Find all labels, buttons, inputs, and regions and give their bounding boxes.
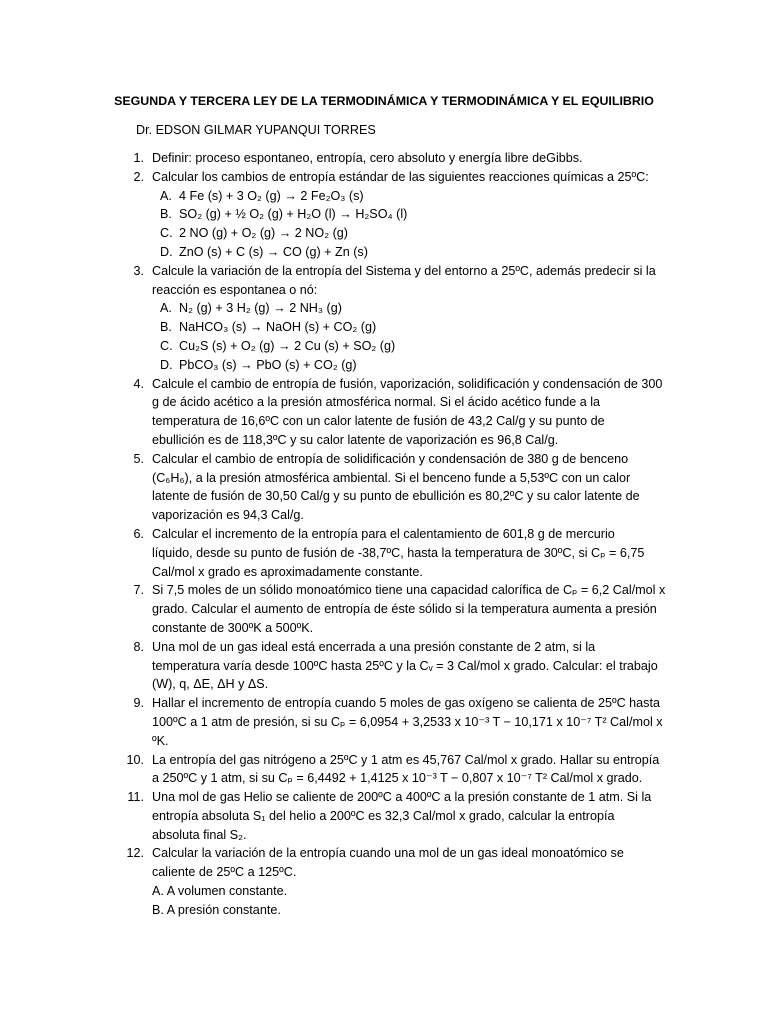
sub-question-letter: A.: [160, 301, 172, 316]
question-list: [116, 149, 676, 920]
question-text-line: Calcular la variación de la entropía cuando una mol de un gas ideal monoatómico se: [152, 846, 624, 861]
question-text-line: Si 7,5 moles de un sólido monoatómico tiene una capacidad calorífica de Cₚ = 6,2 Cal/mol x: [152, 583, 666, 598]
question-text-line: líquido, desde su punto de fusión de -38,7ºC, hasta la temperatura de 30ºC, si Cₚ = 6,75: [152, 545, 645, 560]
question-text-line: temperatura varía desde 100ºC hasta 25ºC y la Cᵥ = 3 Cal/mol x grado. Calcular: el trabajo: [152, 658, 658, 673]
question-text-line: Calcular el incremento de la entropía para el calentamiento de 601,8 g de mercurio: [152, 526, 615, 541]
question-item: [116, 788, 676, 844]
question-text-line: B. A presión constante.: [152, 902, 281, 917]
question-text-line: caliente de 25ºC a 125ºC.: [152, 865, 297, 880]
question-item: [116, 450, 676, 525]
sub-question-text: PbCO₃ (s) → PbO (s) + CO₂ (g): [179, 357, 357, 372]
question-number: 3.: [133, 263, 144, 278]
question-text-line: g de ácido acético a la presión atmosférica normal. Si el ácido acético funde a la: [152, 395, 601, 410]
question-text-line: Definir: proceso espontaneo, entropía, cero absoluto y energía libre deGibbs.: [152, 151, 583, 165]
question-text-line: reacción es espontanea o nó:: [152, 282, 318, 297]
question-text-line: A. A volumen constante.: [152, 884, 288, 899]
sub-question-letter: B.: [160, 320, 172, 335]
question-item: [116, 168, 676, 262]
question-item: [116, 581, 676, 637]
question-text-line: Una mol de gas Helio se caliente de 200ºC a 400ºC a la presión constante de 1 atm. Si la: [152, 790, 652, 805]
sub-question: [152, 299, 676, 318]
question-number: 5.: [133, 451, 144, 466]
sub-question: [152, 205, 676, 224]
sub-question-letter: C.: [160, 226, 173, 241]
question-item: [116, 751, 676, 789]
sub-question-letter: D.: [160, 244, 173, 259]
question-item: [116, 694, 676, 750]
document-title: SEGUNDA Y TERCERA LEY DE LA TERMODINÁMICA Y TERMODINÁMICA Y EL EQUILIBRIO: [114, 94, 654, 108]
sub-question: [152, 243, 676, 262]
question-text-line: Calcule el cambio de entropía de fusión, vaporización, solidificación y condensación de 300: [152, 376, 663, 391]
question-number: 1.: [133, 151, 144, 165]
sub-question-letter: D.: [160, 357, 173, 372]
question-text-line: 100ºC a 1 atm de presión, si su Cₚ = 6,0954 + 3,2533 x 10⁻³ T − 10,171 x 10⁻⁷ T² Cal/mol x ºK.: [152, 714, 663, 748]
sub-question-letter: B.: [160, 207, 172, 222]
sub-question-text: 4 Fe (s) + 3 O₂ (g) → 2 Fe₂O₃ (s): [179, 188, 364, 203]
sub-question-text: N₂ (g) + 3 H₂ (g) → 2 NH₃ (g): [179, 301, 342, 316]
question-text-line: Una mol de un gas ideal está encerrada a una presión constante de 2 atm, si la: [152, 639, 596, 654]
question-number: 4.: [133, 376, 144, 391]
sub-question: [152, 337, 676, 356]
question-number: 10.: [126, 752, 144, 767]
question-item: [116, 638, 676, 694]
question-text-line: temperatura de 16,6ºC con un calor latente de fusión de 43,2 Cal/g y su punto de: [152, 414, 605, 429]
question-item: [116, 525, 676, 581]
sub-question-text: 2 NO (g) + O₂ (g) → 2 NO₂ (g): [179, 226, 348, 241]
question-text-line: ebullición es de 118,3ºC y su calor latente de vaporización es 96,8 Cal/g.: [152, 432, 559, 447]
sub-question: [152, 356, 676, 375]
question-text-line: vaporización es 94,3 Cal/g.: [152, 508, 304, 523]
question-number: 6.: [133, 526, 144, 541]
question-item: [116, 262, 676, 375]
question-text-line: Calcular los cambios de entropía estándar de las siguientes reacciones químicas a 25ºC:: [152, 169, 649, 184]
question-text-line: absoluta final S₂.: [152, 827, 247, 842]
question-text-line: La entropía del gas nitrógeno a 25ºC y 1 atm es 45,767 Cal/mol x grado. Hallar su entropía: [152, 752, 660, 767]
question-text-line: Cal/mol x grado es aproximadamente constante.: [152, 564, 423, 579]
question-text-line: Calcular el cambio de entropía de solidificación y condensación de 380 g de benceno: [152, 451, 629, 466]
question-item: [116, 844, 676, 919]
sub-question-letter: A.: [160, 188, 172, 203]
document-author: Dr. EDSON GILMAR YUPANQUI TORRES: [136, 123, 376, 137]
question-text-line: a 250ºC y 1 atm, si su Cₚ = 6,4492 + 1,4125 x 10⁻³ T − 0,807 x 10⁻⁷ T² Cal/mol x grado.: [152, 771, 643, 786]
question-text-line: (C₆H₆), a la presión atmosférica ambiental. Si el benceno funde a 5,53ºC con un calor: [152, 470, 631, 485]
question-number: 2.: [133, 169, 144, 184]
question-text-line: latente de fusión de 30,50 Cal/g y su punto de ebullición es 80,2ºC y su calor latente de: [152, 489, 640, 504]
question-number: 8.: [133, 639, 144, 654]
question-text-line: Calcule la variación de la entropía del Sistema y del entorno a 25ºC, además predecir si la: [152, 263, 656, 278]
question-text-line: (W), q, ΔE, ΔH y ΔS.: [152, 677, 269, 692]
sub-question: [152, 224, 676, 243]
question-number: 7.: [133, 583, 144, 598]
sub-question-text: ZnO (s) + C (s) → CO (g) + Zn (s): [179, 244, 368, 259]
question-text-line: constante de 300ºK a 500ºK.: [152, 620, 314, 635]
sub-question: [152, 318, 676, 337]
question-text-line: grado. Calcular el aumento de entropía de éste sólido si la temperatura aumenta a presión: [152, 602, 657, 617]
question-text-line: Hallar el incremento de entropía cuando 5 moles de gas oxígeno se calienta de 25ºC hasta: [152, 696, 660, 711]
sub-question-text: Cu₂S (s) + O₂ (g) → 2 Cu (s) + SO₂ (g): [179, 338, 396, 353]
sub-question-text: SO₂ (g) + ½ O₂ (g) + H₂O (l) → H₂SO₄ (l): [179, 207, 408, 222]
sub-question-letter: C.: [160, 338, 173, 353]
question-number: 12.: [126, 846, 144, 861]
question-item: [116, 149, 676, 168]
question-text-line: entropía absoluta S₁ del helio a 200ºC es 32,3 Cal/mol x grado, calcular la entropía: [152, 808, 615, 823]
sub-question-text: NaHCO₃ (s) → NaOH (s) + CO₂ (g): [179, 320, 377, 335]
question-item: [116, 375, 676, 450]
question-number: 11.: [127, 790, 144, 805]
question-number: 9.: [133, 696, 144, 711]
sub-question: [152, 187, 676, 206]
